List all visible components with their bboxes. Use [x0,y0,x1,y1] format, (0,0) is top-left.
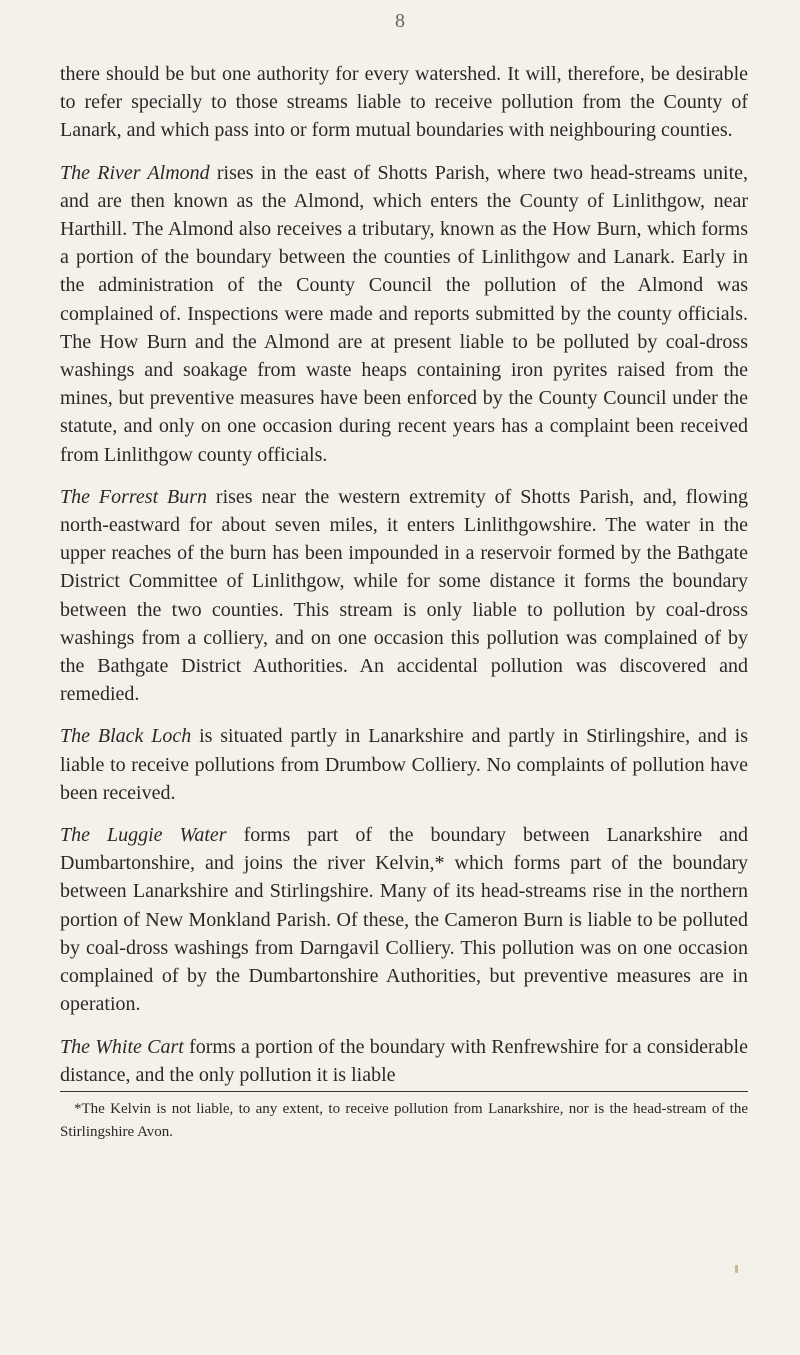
paragraph-heading: The Black Loch [60,725,192,748]
paragraph-heading: The Luggie Water [60,824,227,847]
footnote-divider [60,1091,748,1092]
paragraph-text: forms a portion of the boundary with Renfrewshire for a considerable distance, and the only pollution it is liable [60,1035,748,1086]
paragraph-text: rises near the western extremity of Shotts Parish, and, flowing north-eastward for about seven miles, it enters Linlithgowshire. The water in the upper reaches of the burn has been impounded in a reservoir formed by the Bathgate District Committee of Linlithgow, while for some distance it forms the boundary between the two counties. This stream is only liable to pollution by coal-dross washings from a colliery, and on one occasion this pollution was complained of by the Bathgate District Authorities. An accidental pollution was discovered and remedied. [60,485,748,706]
page-number: 8 [395,10,405,32]
paragraph-river-almond [60,159,748,469]
paragraph-heading: The White Cart [60,1035,184,1058]
paragraph-text: there should be but one authority for every watershed. It will, therefore, be desirable to refer specially to those streams liable to receive pollution from the County of Lanark, and which pass into or form mutual boundaries with neighbouring counties. [60,63,748,142]
paragraph-text: is situated partly in Lanarkshire and partly in Stirlingshire, and is liable to receive pollutions from Drumbow Colliery. No complaints of pollution have been received. [60,725,749,804]
paper-speck [735,1265,738,1273]
footnote-mark: * [74,1100,82,1117]
paragraph-text: rises in the east of Shotts Parish, where two head-streams unite, and are then known as the Almond, which enters the County of Linlithgow, near Harthill. The Almond also receives a tributary, known as the How Burn, which forms a portion of the boundary between the counties of Linlithgow and Lanark. Early in the administration of the County Council the pollution of the Almond was complained of. Inspections were made and reports submitted by the county officials. The How Burn and the Almond are at present liable to be polluted by coal-dross washings and soakage from waste heaps containing iron pyrites raised from the mines, but preventive measures have been enforced by the County Council under the statute, and only on one occasion during recent years has a complaint been received from Linlithgow county officials. [60,161,748,466]
paragraph-black-loch [60,722,748,807]
paragraph-intro [60,60,748,145]
paragraph-forrest-burn [60,483,748,709]
paragraph-white-cart [60,1033,748,1089]
paragraph-heading: The River Almond [60,161,210,184]
body-text [60,60,748,1144]
footnote [60,1098,748,1144]
paragraph-heading: The Forrest Burn [60,485,208,508]
footnote-text: The Kelvin is not liable, to any extent, to receive pollution from Lanarkshire, nor is the head-stream of the Stirlingshire Avon. [60,1100,748,1140]
paragraph-text: forms part of the boundary between Lanarkshire and Dumbartonshire, and joins the river Kelvin,* which forms part of the boundary between Lanarkshire and Stirlingshire. Many of its head-streams rise in the northern portion of New Monkland Parish. Of these, the Cameron Burn is liable to be polluted by coal-dross washings from Darngavil Colliery. This pollution was on one occasion complained of by the Dumbartonshire Authorities, but preventive measures are in operation. [60,824,748,1016]
paragraph-luggie-water [60,821,748,1018]
